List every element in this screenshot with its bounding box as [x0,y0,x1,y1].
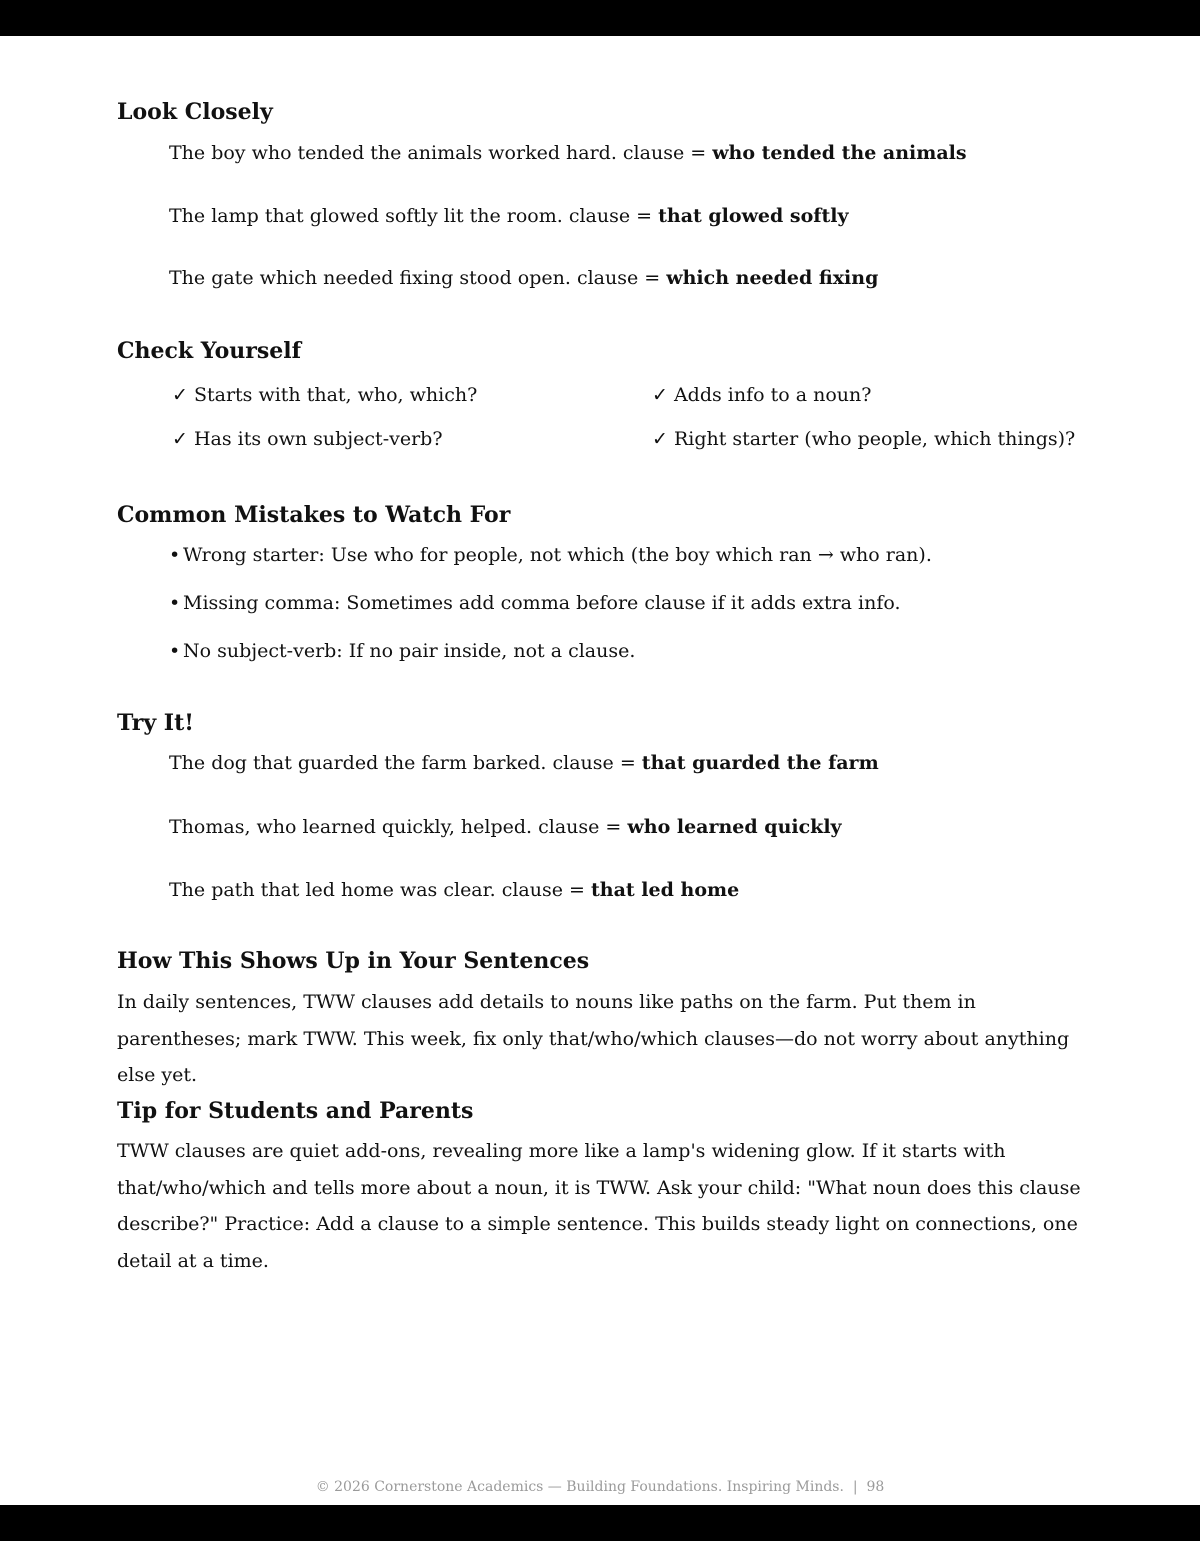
clause-answer: who learned quickly [627,816,842,838]
section-heading-tip: Tip for Students and Parents [117,1098,474,1124]
checklist-item: ✓ Has its own subject-verb? [172,428,443,450]
section-paragraph: In daily sentences, TWW clauses add details to nouns like paths on the farm. Put them in parentheses; mark TWW. This week, fix only that/who/which clauses—do not worry about anything else yet. [117,991,1070,1086]
section-heading-check-yourself: Check Yourself [117,338,302,364]
example-line: The gate which needed fixing stood open. clause = which needed fixing [169,267,879,289]
example-line: The dog that guarded the farm barked. clause = that guarded the farm [169,752,879,774]
bullet-icon: • [169,640,181,662]
clause-answer: who tended the animals [712,142,967,164]
checklist-item: ✓ Right starter (who people, which things)? [652,428,1076,450]
section-heading-try-it: Try It! [117,710,194,736]
section-paragraph: TWW clauses are quiet add-ons, revealing more like a lamp's widening glow. If it starts with that/who/which and tells more about a noun, it is TWW. Ask your child: "What noun does this clause describe?" Practice: Add a clause to a simple sentence. This builds steady light on connections, one detail at a time. [117,1140,1081,1272]
mistake-list-item: • Missing comma: Sometimes add comma before clause if it adds extra info. [169,592,901,614]
example-line: The path that led home was clear. clause = that led home [169,879,740,901]
page-number: 98 [866,1479,885,1495]
bullet-icon: • [169,592,181,614]
checklist-item: ✓ Adds info to a noun? [652,384,872,406]
section-heading-how-shows-up: How This Shows Up in Your Sentences [117,948,590,974]
example-line: The boy who tended the animals worked hard. clause = who tended the animals [169,142,967,164]
clause-answer: that guarded the farm [641,752,879,774]
clause-answer: which needed fixing [666,267,879,289]
mistake-list-item: • Wrong starter: Use who for people, not which (the boy which ran → who ran). [169,544,932,566]
section-heading-common-mistakes: Common Mistakes to Watch For [117,502,511,528]
document-page [0,36,1200,1505]
checklist-item: ✓ Starts with that, who, which? [172,384,478,406]
mistake-list-item: • No subject-verb: If no pair inside, not a clause. [169,640,636,662]
footer-text: © 2026 Cornerstone Academics — Building Foundations. Inspiring Minds. [315,1479,844,1495]
footer-separator: | [852,1479,858,1495]
example-line: Thomas, who learned quickly, helped. clause = who learned quickly [169,816,842,838]
section-heading-look-closely: Look Closely [117,99,273,125]
page-footer [0,1479,1200,1495]
clause-answer: that glowed softly [658,205,849,227]
bullet-icon: • [169,544,181,566]
clause-answer: that led home [591,879,740,901]
example-line: The lamp that glowed softly lit the room. clause = that glowed softly [169,205,849,227]
